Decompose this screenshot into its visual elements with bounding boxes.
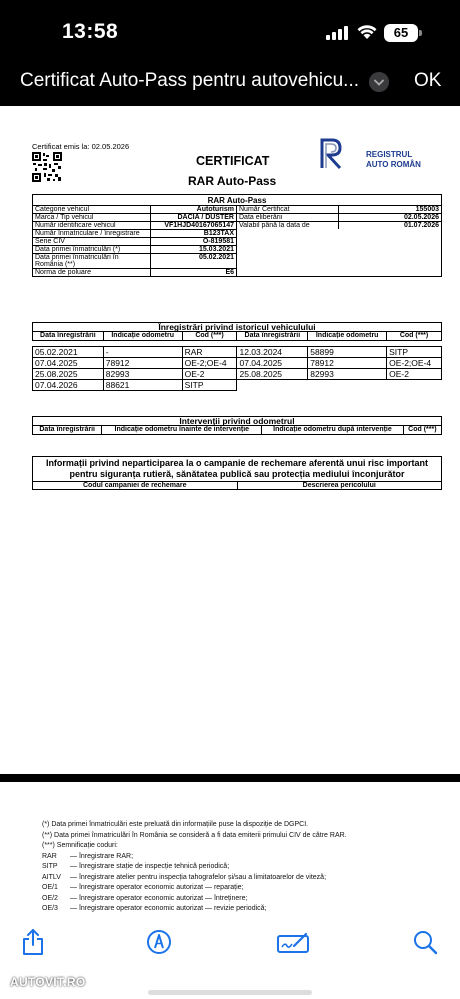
history-cell: 07.04.2025 (33, 358, 104, 369)
code-text: — înregistrare stație de inspecție tehnică periodică; (70, 863, 230, 870)
info-value: 15.03.2021 (198, 246, 234, 253)
logo-text-line-2: AUTO ROMÂN (366, 160, 421, 169)
odometer-title: Intervenții privind odometrul (33, 417, 442, 426)
odometer-interventions-table (32, 416, 442, 435)
document-page-2 (0, 782, 460, 912)
table-row (33, 347, 442, 358)
code-text: — înregistrare operator economic autorizat — revizie periodică; (70, 905, 267, 912)
info-value: Autoturism (196, 206, 234, 213)
certificate-title: CERTIFICAT (196, 154, 270, 168)
status-bar (0, 0, 460, 60)
history-cell: - (103, 347, 182, 358)
code-name: OE/1 (42, 884, 58, 891)
info-row (33, 246, 236, 254)
info-row (33, 206, 236, 214)
history-cell: SITP (182, 380, 237, 391)
history-cell: 25.08.2025 (33, 369, 104, 380)
info-value: E6 (225, 269, 234, 276)
vehicle-history-table (32, 322, 442, 391)
history-cell: SITP (387, 347, 442, 358)
info-row (237, 214, 441, 222)
code-text: — înregistrare RAR; (70, 852, 134, 860)
info-label: Categorie vehicul (33, 206, 151, 213)
watermark: AUTOVIT.RO (10, 975, 86, 989)
home-indicator[interactable] (148, 990, 312, 995)
code-row (42, 894, 452, 905)
table-row (33, 369, 442, 380)
vehicle-info-right (237, 206, 441, 276)
history-cell: 78912 (308, 358, 387, 369)
logo-text-line-1: REGISTRUL (366, 150, 413, 159)
legend-notes (42, 820, 452, 915)
info-value: B123TAX (203, 230, 234, 237)
document-page-1 (0, 106, 460, 774)
battery-tip (419, 30, 422, 36)
code-row (42, 852, 452, 863)
info-value: VF1HJD40167065147 (164, 222, 234, 229)
search-icon[interactable] (412, 928, 438, 956)
info-row (33, 254, 236, 269)
odometer-interventions-section (32, 416, 442, 435)
info-label: Data eliberării (237, 214, 339, 221)
odometer-header: Indicație odometru înainte de intervenție (102, 426, 262, 435)
battery-icon: 65 (384, 24, 418, 42)
info-value: 02.05.2026 (403, 214, 439, 221)
info-label: Data primei înmatriculări în România (**) (33, 254, 151, 268)
info-label: Norma de poluare (33, 269, 151, 276)
odometer-header: Data înregistrării (33, 426, 102, 435)
history-header: Data înregistrării (33, 332, 104, 341)
info-row (237, 222, 441, 229)
note-line: (*) Data primei înmatriculări este preluată din informațiile puse la dispoziție de DGPCI. (42, 821, 309, 828)
info-value: DACIA / DUSTER (177, 214, 234, 221)
info-table-title: RAR Auto-Pass (33, 195, 441, 206)
code-name: OE/2 (42, 894, 58, 902)
qr-code-icon (32, 152, 62, 182)
history-header: Indicație odometru (103, 332, 182, 341)
history-cell (387, 380, 442, 391)
history-header: Cod (***) (387, 332, 442, 341)
history-cell: 82993 (103, 369, 182, 380)
code-text: — înregistrare atelier pentru inspecția tahografelor și/sau a limitatoarelor de viteză; (70, 873, 327, 881)
history-cell: OE-2;OE-4 (387, 358, 442, 369)
history-cell: 12.03.2024 (237, 347, 308, 358)
wifi-icon (356, 24, 378, 40)
code-text: — înregistrare operator economic autorizat — întreținere; (70, 894, 248, 902)
history-cell: OE-2;OE-4 (182, 358, 237, 369)
info-label: Serie CIV (33, 238, 151, 245)
history-cell: 07.04.2026 (33, 380, 104, 391)
code-name: OE/3 (42, 905, 58, 912)
info-row (237, 206, 441, 214)
history-cell: OE-2 (387, 369, 442, 380)
code-row (42, 862, 452, 873)
recall-header: Codul campaniei de rechemare (33, 482, 238, 490)
info-label: Valabil până la data de (237, 222, 339, 229)
info-value: O-819581 (202, 238, 234, 245)
code-row (42, 883, 452, 894)
history-cell (308, 380, 387, 391)
info-value: 155003 (415, 206, 439, 213)
code-row (42, 873, 452, 884)
recall-campaign-section (32, 456, 442, 490)
history-cell: RAR (182, 347, 237, 358)
info-row (33, 230, 236, 238)
recall-table (32, 481, 442, 490)
info-label: Număr Certificat (237, 206, 339, 213)
note-line: (**) Data primei înmatriculări în România se consideră a fi data emiterii primului CIV de către RAR. (42, 831, 347, 839)
signal-icon (326, 26, 350, 40)
info-row (33, 238, 236, 246)
history-cell: 82993 (308, 369, 387, 380)
page-separator (0, 774, 460, 782)
history-cell: 07.04.2025 (237, 358, 308, 369)
history-cell: OE-2 (182, 369, 237, 380)
history-cell: 88621 (103, 380, 182, 391)
history-cell (237, 380, 308, 391)
certificate-subtitle: RAR Auto-Pass (188, 174, 277, 188)
history-cell: 58899 (308, 347, 387, 358)
history-cell: 25.08.2025 (237, 369, 308, 380)
vehicle-info-table (32, 194, 442, 277)
table-row (33, 358, 442, 369)
info-value: 01.07.2026 (403, 222, 439, 229)
code-text: — înregistrare operator economic autorizat — reparație; (70, 884, 244, 891)
info-label: Marca / Tip vehicul (33, 214, 151, 221)
table-row (33, 380, 442, 391)
info-row (33, 222, 236, 230)
markup-icon[interactable] (146, 928, 172, 956)
info-row (33, 214, 236, 222)
chevron-down-icon[interactable] (369, 72, 389, 92)
issued-date: Certificat emis la: 02.05.2026 (32, 142, 130, 151)
info-value: 05.02.2021 (198, 254, 234, 261)
code-name: AITLV (42, 873, 61, 881)
document-title-bar (0, 62, 460, 106)
note-line: (***) Semnificație coduri: (42, 842, 118, 849)
odometer-header: Cod (***) (403, 426, 441, 435)
recall-title: Informații privind neparticiparea la o campanie de rechemare aferentă unui risc important pentru siguranța rutieră, sănătatea publică sau protecția mediului înconjurător (32, 456, 442, 481)
code-name: SITP (42, 863, 58, 870)
signature-icon[interactable] (276, 928, 310, 956)
info-row (33, 269, 236, 276)
status-time: 13:58 (62, 20, 119, 43)
info-label: Număr identificare vehicul (33, 222, 151, 229)
info-label: Data primei înmatriculări (*) (33, 246, 151, 253)
ok-button[interactable]: OK (414, 70, 442, 91)
document-title[interactable]: Certificat Auto-Pass pentru autovehicu... (20, 70, 360, 91)
vehicle-info-left (33, 206, 237, 276)
vehicle-history-section (32, 322, 442, 391)
recall-header: Descrierea pericolului (237, 482, 442, 490)
history-cell: 05.02.2021 (33, 347, 104, 358)
history-header: Cod (***) (182, 332, 237, 341)
code-name: RAR (42, 852, 57, 860)
history-title: Înregistrări privind istoricul vehiculului (33, 323, 442, 332)
info-label: Număr înmatriculare / înregistrare (33, 230, 151, 237)
history-header: Indicație odometru (308, 332, 387, 341)
history-header: Data înregistrării (237, 332, 308, 341)
share-icon[interactable] (20, 928, 46, 956)
odometer-header: Indicație odometru după intervenție (262, 426, 404, 435)
history-cell: 78912 (103, 358, 182, 369)
